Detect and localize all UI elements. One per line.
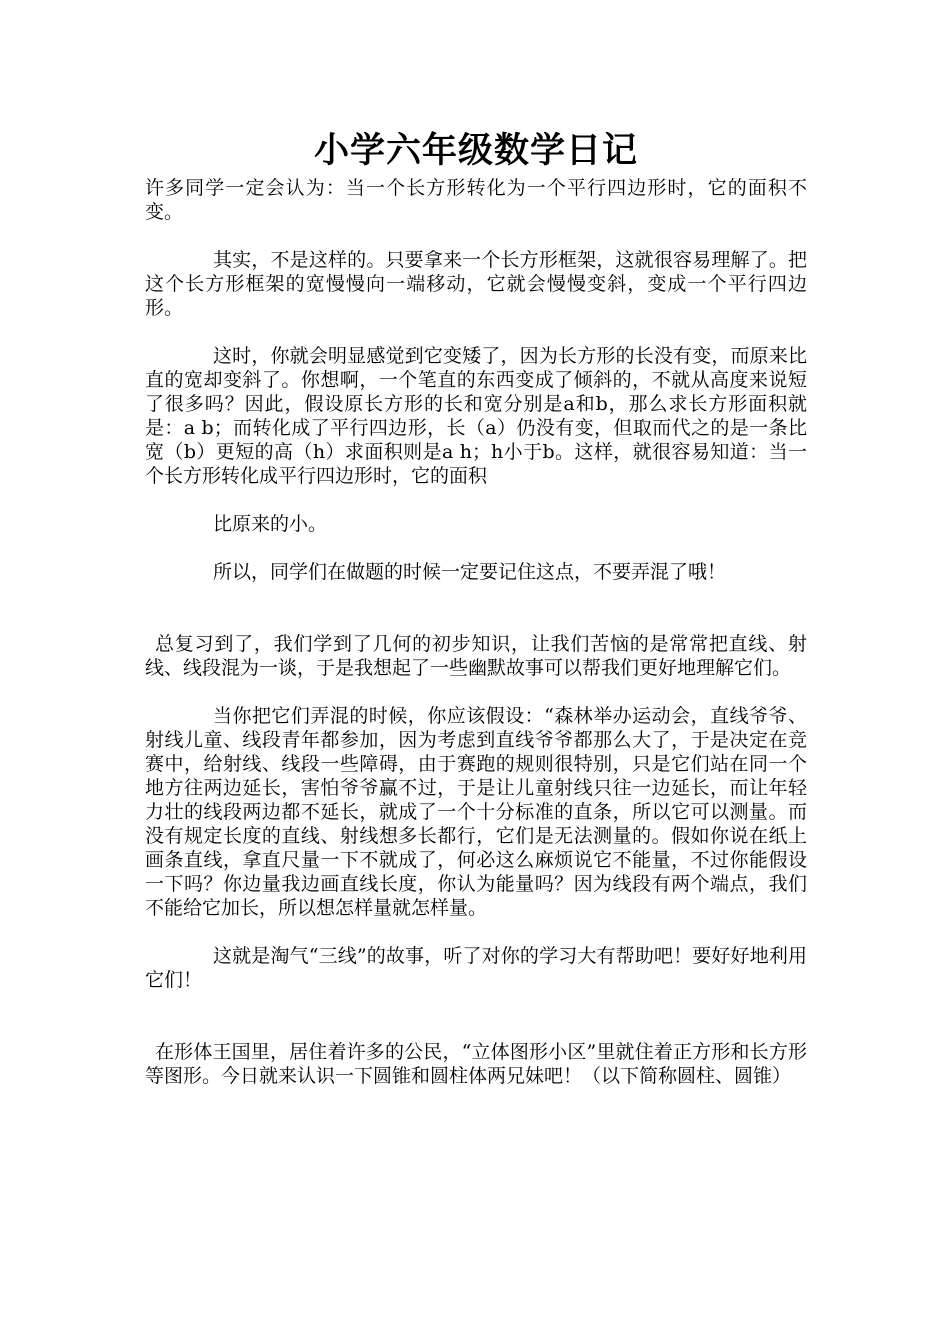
paragraph-2: 其实，不是这样的。只要拿来一个长方形框架，这就很容易理解了。把这个长方形框架的宽慢慢向一端移动，它就会慢慢变斜，变成一个平行四边形。: [145, 249, 807, 319]
document-page: [145, 126, 807, 1088]
paragraph-5: 所以，同学们在做题的时候一定要记住这点，不要弄混了哦！: [213, 561, 727, 583]
paragraph-8: 这就是淘气“三线”的故事，听了对你的学习大有帮助吧！要好好地利用它们！: [145, 945, 807, 991]
paragraph-6: 总复习到了，我们学到了几何的初步知识，让我们苦恼的是常常把直线、射线、线段混为一谈，于是我想起了一些幽默故事可以帮我们更好地理解它们。: [145, 633, 807, 679]
paragraph-9: 在形体王国里，居住着许多的公民，“立体图形小区”里就住着正方形和长方形等图形。今日就来认识一下圆锥和圆柱体两兄妹吧！（以下简称圆柱、圆锥）: [145, 1041, 807, 1087]
document-title: 小学六年级数学日记: [313, 130, 638, 171]
paragraph-1: 许多同学一定会认为：当一个长方形转化为一个平行四边形时，它的面积不变。: [145, 177, 807, 223]
paragraph-4: 比原来的小。: [213, 513, 328, 535]
paragraph-7: 当你把它们弄混的时候，你应该假设：“森林举办运动会，直线爷爷、射线儿童、线段青年都参加，因为考虑到直线爷爷都那么大了，于是决定在竞赛中，给射线、线段一些障碍，由于赛跑的规则很特别，只是它们站在同一个地方往两边延长，害怕爷爷赢不过，于是让儿童射线只往一边延长，而让年轻力壮的线段两边都不延长，就成了一个十分标准的直条，所以它可以测量。而没有规定长度的直线、射线想多长都行，它们是无法测量的。假如你说在纸上画条直线，拿直尺量一下不就成了，何必这么麻烦说它不能量，不过你能假设一下吗？你边量我边画直线长度，你认为能量吗？因为线段有两个端点，我们不能给它加长，所以想怎样量就怎样量。: [145, 705, 807, 919]
paragraph-3: 这时，你就会明显感觉到它变矮了，因为长方形的长没有变，而原来比直的宽却变斜了。你想啊，一个笔直的东西变成了倾斜的，不就从高度来说短了很多吗？因此，假设原长方形的长和宽分别是a和b，那么求长方形面积就是：a b；而转化成了平行四边形，长（a）仍没有变，但取而代之的是一条比宽（b）更短的高（h）求面积则是a h；h小于b。这样，就很容易知道：当一个长方形转化成平行四边形时，它的面积: [145, 345, 807, 487]
